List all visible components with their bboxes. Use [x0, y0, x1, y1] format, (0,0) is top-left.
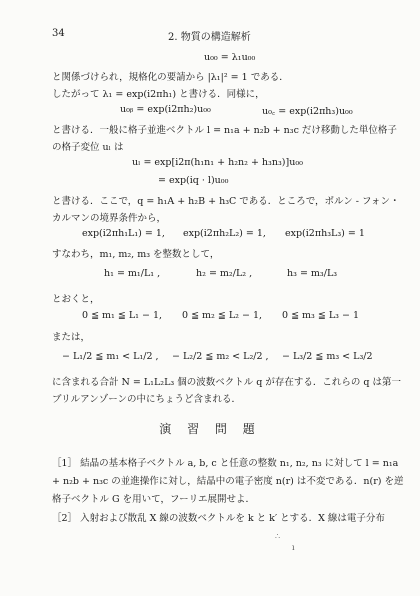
equation-line: h₃ = m₃/L₃	[287, 268, 338, 279]
text-line: すなわち，m₁, m₂, m₃ を整数として，	[52, 249, 220, 260]
equation-line: 0 ≦ m₁ ≦ L₁ − 1,	[82, 310, 163, 321]
equation-line: h₁ = m₁/L₁ ,	[104, 268, 161, 279]
equation-line: − L₂/2 ≦ m₂ < L₂/2 ,	[172, 351, 269, 362]
text-line: の格子変位 uₗ は	[52, 142, 124, 153]
equation-line: uₗ = exp[i2π(h₁n₁ + h₂n₂ + h₃n₃)]u₀₀	[132, 157, 303, 168]
text-line: とおくと，	[52, 294, 100, 305]
text-line: と書ける．ここで，q = h₁A + h₂B + h₃C である．ところで，ボルン - フォン・	[52, 196, 400, 207]
equation-line: exp(i2πh₂L₂) = 1,	[183, 228, 266, 239]
section-title: 演 習 問 題	[159, 422, 261, 436]
equation-line: u₀꜀ = exp(i2πh₃)u₀₀	[262, 106, 353, 117]
equation-line: u₀₀ = λ₁u₀₀	[204, 52, 256, 63]
stray-mark: ∴	[275, 532, 281, 541]
text-line: に含まれる合計 N = L₁L₂L₃ 個の波数ベクトル q が存在する．これらの q は第一	[52, 377, 401, 388]
page-number: 34	[52, 28, 65, 39]
equation-line: u₀ᵦ = exp(i2πh₂)u₀₀	[120, 104, 211, 115]
stray-mark: ı	[292, 543, 295, 552]
text-line: または，	[52, 332, 91, 343]
equation-line: exp(i2πh₃L₃) = 1	[285, 228, 365, 239]
problem-line: ［1］ 結晶の基本格子ベクトル a, b, c と任意の整数 n₁, n₂, n₃ に対して l = n₁a	[52, 458, 399, 469]
problem-line: ［2］ 入射および散乱 X 線の波数ベクトルを k と k′ とする．X 線は電子分布	[52, 513, 385, 524]
equation-line: h₂ = m₂/L₂ ,	[196, 268, 253, 279]
text-line: ブリルアンゾーンの中にちょうど含まれる．	[52, 394, 242, 405]
text-line: と関係づけられ，規格化の要請から |λ₁|² = 1 である．	[52, 72, 289, 83]
equation-line: 0 ≦ m₃ ≦ L₃ − 1	[282, 310, 360, 321]
chapter-title: 2. 物質の構造解析	[168, 32, 251, 43]
equation-line: = exp(iq · l)u₀₀	[158, 175, 229, 186]
problem-line: 格子ベクトル G を用いて，フーリエ展開せよ．	[52, 494, 255, 505]
equation-line: − L₃/2 ≦ m₃ < L₃/2	[282, 351, 373, 362]
equation-line: 0 ≦ m₂ ≦ L₂ − 1,	[182, 310, 263, 321]
problem-line: + n₂b + n₃c の並進操作に対し，結晶中の電子密度 n(r) は不変である．n(r) を逆	[52, 476, 404, 487]
text-line: カルマンの境界条件から，	[52, 213, 167, 224]
text-line: と書ける．一般に格子並進ベクトル l = n₁a + n₂b + n₃c だけ移動した単位格子	[52, 125, 397, 136]
text-line: したがって λ₁ = exp(i2πh₁) と書ける．同様に，	[52, 89, 265, 100]
equation-line: − L₁/2 ≦ m₁ < L₁/2 ,	[62, 351, 159, 362]
equation-line: exp(i2πh₁L₁) = 1,	[82, 228, 165, 239]
